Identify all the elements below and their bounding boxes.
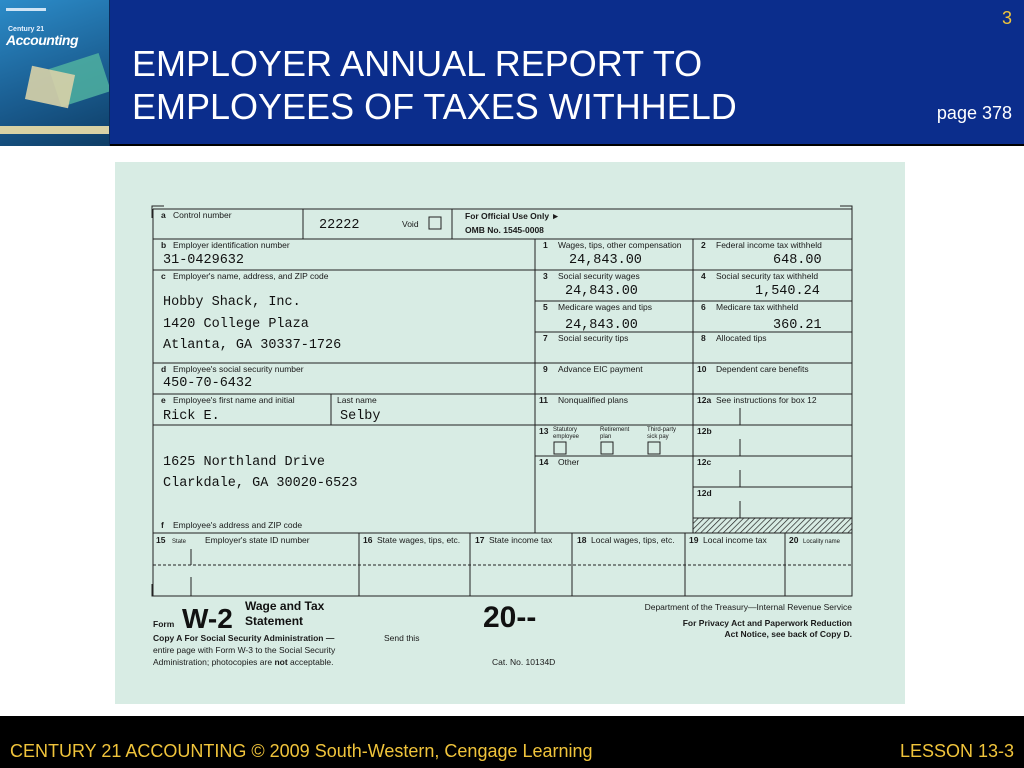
employee-city: Clarkdale, GA 30020-6523 — [163, 476, 358, 491]
box1-value: 24,843.00 — [569, 253, 642, 268]
svg-text:1: 1 — [543, 240, 548, 250]
slide-title — [132, 42, 737, 128]
svg-text:10: 10 — [697, 364, 707, 374]
svg-text:2: 2 — [701, 240, 706, 250]
box17-label: State income tax — [489, 535, 553, 545]
svg-text:14: 14 — [539, 457, 549, 467]
box7-label: Social security tips — [558, 333, 629, 343]
ssn-value: 450-70-6432 — [163, 376, 253, 391]
svg-text:a: a — [161, 210, 166, 220]
svg-text:11: 11 — [539, 395, 548, 405]
box12a-label: See instructions for box 12 — [716, 395, 817, 405]
employer-label: Employer's name, address, and ZIP code — [173, 271, 329, 281]
box14-label: Other — [558, 457, 580, 467]
box6-label: Medicare tax withheld — [716, 302, 799, 312]
form-year: 20-- — [483, 601, 537, 634]
first-name-label: Employee's first name and initial — [173, 395, 295, 405]
svg-text:d: d — [161, 364, 167, 374]
department-label: Department of the Treasury—Internal Revenue Service — [644, 602, 852, 612]
copy-a-line3a: Administration; photocopies are — [153, 657, 273, 667]
control-number: 22222 — [319, 218, 360, 233]
copy-a-line3 — [153, 657, 334, 667]
w2-form-panel — [115, 162, 905, 704]
ssn-label: Employee's social security number — [173, 364, 304, 374]
last-name-label: Last name — [337, 395, 377, 405]
third-party-checkbox — [648, 442, 660, 454]
footer-copyright: CENTURY 21 ACCOUNTING © 2009 South-Western, Cengage Learning — [10, 741, 593, 761]
slide-title-line2: EMPLOYEES OF TAXES WITHHELD — [132, 86, 737, 127]
statutory-label-2: employee — [553, 434, 580, 440]
box1-label: Wages, tips, other compensation — [558, 240, 682, 250]
box8-label: Allocated tips — [716, 333, 767, 343]
employee-address-label: Employee's address and ZIP code — [173, 520, 303, 530]
svg-text:3: 3 — [543, 271, 548, 281]
form-name: W-2 — [182, 603, 233, 634]
retirement-label-2: plan — [600, 434, 612, 440]
catalog-number: Cat. No. 10134D — [492, 657, 556, 667]
privacy-line1: For Privacy Act and Paperwork Reduction — [682, 618, 852, 628]
svg-text:12c: 12c — [697, 457, 712, 467]
third-party-label-1: Third-party — [647, 427, 677, 433]
footer-lesson: LESSON 13-3 — [899, 741, 1014, 761]
copy-a-line3b: not — [274, 657, 288, 667]
box4-value: 1,540.24 — [755, 284, 820, 299]
box9-label: Advance EIC payment — [558, 364, 643, 374]
cover-title: Accounting — [6, 32, 78, 48]
control-number-label: Control number — [173, 210, 232, 220]
svg-text:6: 6 — [701, 302, 706, 312]
void-label: Void — [402, 219, 419, 229]
svg-text:12b: 12b — [697, 426, 712, 436]
statutory-label-1: Statutory — [553, 427, 578, 433]
svg-text:18: 18 — [577, 535, 587, 545]
third-party-label-2: sick pay — [647, 434, 669, 440]
void-checkbox — [429, 217, 441, 229]
svg-text:8: 8 — [701, 333, 706, 343]
page-reference: page 378 — [936, 103, 1012, 123]
svg-text:9: 9 — [543, 364, 548, 374]
svg-text:5: 5 — [543, 302, 548, 312]
box10-label: Dependent care benefits — [716, 364, 809, 374]
svg-text:13: 13 — [539, 426, 549, 436]
statement-line1: Wage and Tax — [245, 599, 325, 613]
employer-street: 1420 College Plaza — [163, 317, 309, 332]
retirement-label-1: Retirement — [600, 427, 630, 433]
employer-city: Atlanta, GA 30337-1726 — [163, 338, 342, 353]
omb-number: OMB No. 1545-0008 — [465, 225, 544, 235]
box3-value: 24,843.00 — [565, 284, 638, 299]
svg-text:b: b — [161, 240, 167, 250]
box2-value: 648.00 — [773, 253, 822, 268]
slide-footer — [0, 716, 1024, 768]
svg-text:12a: 12a — [697, 395, 712, 405]
box20-label: Locality name — [803, 539, 841, 545]
svg-text:4: 4 — [701, 271, 706, 281]
box6-value: 360.21 — [773, 318, 822, 333]
employee-street: 1625 Northland Drive — [163, 455, 326, 470]
statutory-checkbox — [554, 442, 566, 454]
copy-a-line2: entire page with Form W-3 to the Social Security — [153, 645, 336, 655]
employer-name: Hobby Shack, Inc. — [163, 295, 301, 310]
official-use-label: For Official Use Only ► — [465, 211, 560, 221]
svg-text:19: 19 — [689, 535, 699, 545]
retirement-checkbox — [601, 442, 613, 454]
copy-a-rest: Send this — [384, 633, 420, 643]
box19-label: Local income tax — [703, 535, 767, 545]
svg-text:17: 17 — [475, 535, 485, 545]
box16-label: State wages, tips, etc. — [377, 535, 461, 545]
svg-text:e: e — [161, 395, 166, 405]
employee-first-name: Rick E. — [163, 409, 220, 424]
form-word: Form — [153, 619, 175, 629]
svg-text:12d: 12d — [697, 488, 712, 498]
employee-last-name: Selby — [340, 409, 381, 424]
box3-label: Social security wages — [558, 271, 640, 281]
svg-text:7: 7 — [543, 333, 548, 343]
box15b-label: Employer's state ID number — [205, 535, 310, 545]
cover-small-text: Century 21 — [8, 26, 45, 33]
box15-label: State — [172, 539, 187, 545]
svg-text:20: 20 — [789, 535, 799, 545]
statement-line2: Statement — [245, 614, 304, 628]
svg-text:16: 16 — [363, 535, 373, 545]
ein-label: Employer identification number — [173, 240, 290, 250]
box11-label: Nonqualified plans — [558, 395, 628, 405]
copy-a-line3c: acceptable. — [290, 657, 334, 667]
svg-text:15: 15 — [156, 535, 166, 545]
slide-header — [0, 0, 1024, 146]
slide-number: 3 — [1001, 8, 1012, 28]
svg-text:c: c — [161, 271, 166, 281]
slide-title-line1: EMPLOYER ANNUAL REPORT TO — [132, 43, 703, 84]
svg-text:f: f — [161, 520, 164, 530]
w2-form — [115, 162, 905, 704]
copy-a-heading: Copy A For Social Security Administration — — [153, 633, 335, 643]
box5-value: 24,843.00 — [565, 318, 638, 333]
box2-label: Federal income tax withheld — [716, 240, 822, 250]
box5-label: Medicare wages and tips — [558, 302, 653, 312]
privacy-line2: Act Notice, see back of Copy D. — [724, 629, 852, 639]
box4-label: Social security tax withheld — [716, 271, 819, 281]
textbook-cover-image — [0, 0, 110, 146]
ein-value: 31-0429632 — [163, 253, 245, 268]
box18-label: Local wages, tips, etc. — [591, 535, 675, 545]
